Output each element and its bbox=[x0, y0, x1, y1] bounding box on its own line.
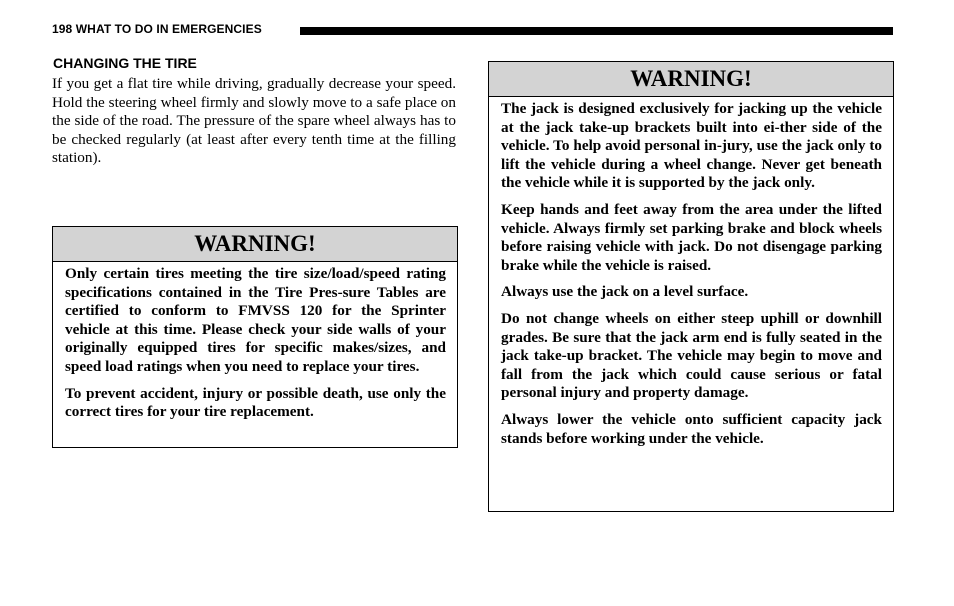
warning-paragraph: Always lower the vehicle onto sufficient capacity jack stands before working under the vehicle. bbox=[501, 410, 882, 447]
warning-body bbox=[489, 97, 893, 448]
warning-box-jack bbox=[488, 61, 894, 512]
header-rule bbox=[300, 27, 893, 35]
warning-paragraph: Keep hands and feet away from the area under the lifted vehicle. Always firmly set parking brake and block wheels before raising vehicle with jack. Do not disengage parking brake while the vehicle is raised. bbox=[501, 200, 882, 274]
warning-paragraph: Do not change wheels on either steep uphill or downhill grades. Be sure that the jack arm end is fully seated in the jack take-up bracket. The vehicle may begin to move and fall from the jack which could cause serious or fatal personal injury and property damage. bbox=[501, 309, 882, 402]
page-header bbox=[52, 21, 893, 39]
warning-title: WARNING! bbox=[53, 227, 457, 262]
warning-paragraph: The jack is designed exclusively for jacking up the vehicle at the jack take-up brackets built into ei-ther side of the vehicle. To help avoid personal in-jury, use the jack only to lift the vehicle during a wheel change. Never get beneath the vehicle while it is supported by the jack only. bbox=[501, 100, 882, 192]
warning-title: WARNING! bbox=[489, 62, 893, 97]
warning-paragraph: To prevent accident, injury or possible death, use only the correct tires for your tire replacement. bbox=[65, 384, 446, 421]
section-title: CHANGING THE TIRE bbox=[53, 55, 197, 71]
intro-paragraph: If you get a flat tire while driving, gradually decrease your speed. Hold the steering wheel firmly and slowly move to a safe place on the side of the road. The pressure of the spare wheel always has to be checked regularly (at least after every tenth time at the filling station). bbox=[52, 75, 456, 167]
warning-box-tires bbox=[52, 226, 458, 448]
warning-paragraph: Only certain tires meeting the tire size/load/speed rating specifications contained in the Tire Pres-sure Tables are certified to conform to FMVSS 120 for the Sprinter vehicle at this time. Please check your side walls of your originally equipped tires for specific makes/sizes, and speed load ratings when you need to replace your tires. bbox=[65, 265, 446, 375]
warning-body bbox=[53, 262, 457, 422]
warning-paragraph: Always use the jack on a level surface. bbox=[501, 283, 749, 301]
page-header-title: 198 WHAT TO DO IN EMERGENCIES bbox=[52, 22, 262, 36]
